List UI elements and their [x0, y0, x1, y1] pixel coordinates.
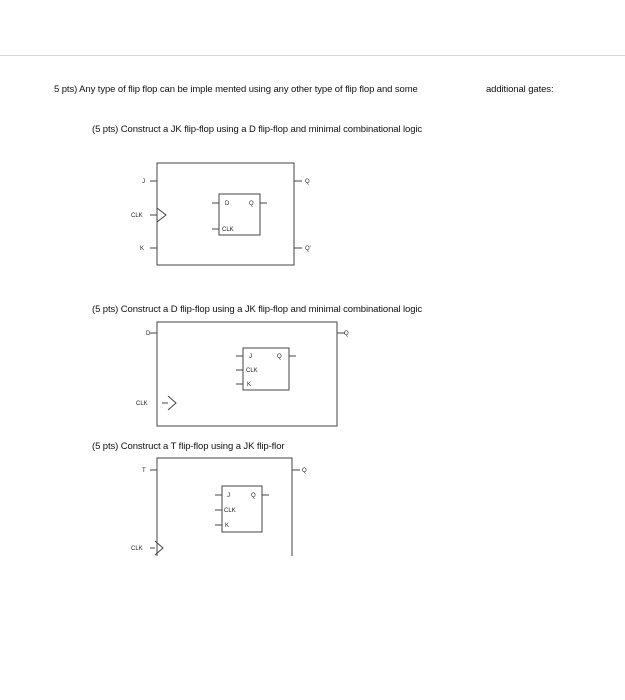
label-k: K — [140, 246, 145, 252]
inner-label-j: J — [227, 493, 230, 499]
outer-box — [157, 458, 292, 556]
label-q: Q — [302, 468, 307, 474]
inner-label-k: K — [247, 382, 252, 388]
part3-prompt: (5 pts) Construct a T flip-flop using a JK flip-flor — [92, 441, 285, 452]
label-clk: CLK — [136, 401, 148, 407]
inner-label-q: Q — [249, 201, 254, 207]
diagram1-labels — [131, 179, 311, 252]
label-clk: CLK — [131, 213, 143, 219]
diagram-jk-from-d — [150, 163, 302, 265]
inner-label-j: J — [249, 354, 252, 360]
inner-label-d: D — [225, 201, 230, 207]
label-d: D — [146, 331, 151, 337]
label-q: Q — [344, 331, 349, 337]
label-qbar: Q' — [305, 246, 311, 252]
question-intro-tail: additional gates: — [486, 84, 554, 95]
outer-box — [157, 163, 294, 265]
inner-label-k: K — [225, 523, 230, 529]
label-q: Q — [305, 179, 310, 185]
inner-label-clk: CLK — [222, 227, 234, 233]
diagram-t-from-jk — [150, 458, 300, 556]
label-j: J — [142, 179, 145, 185]
inner-label-clk: CLK — [224, 508, 236, 514]
inner-label-clk: CLK — [246, 368, 258, 374]
label-clk: CLK — [131, 546, 143, 552]
part2-prompt: (5 pts) Construct a D flip-flop using a JK flip-flop and minimal combinational logic — [92, 304, 423, 315]
diagram-d-from-jk — [150, 322, 345, 426]
inner-label-q: Q — [251, 493, 256, 499]
question-intro: 5 pts) Any type of flip flop can be imple mented using any other type of flip flop and some — [54, 84, 418, 95]
inner-label-q: Q — [277, 354, 282, 360]
label-t: T — [142, 468, 146, 474]
part1-prompt: (5 pts) Construct a JK flip-flop using a D flip-flop and minimal combinational logic — [92, 124, 423, 135]
outer-box — [157, 322, 337, 426]
